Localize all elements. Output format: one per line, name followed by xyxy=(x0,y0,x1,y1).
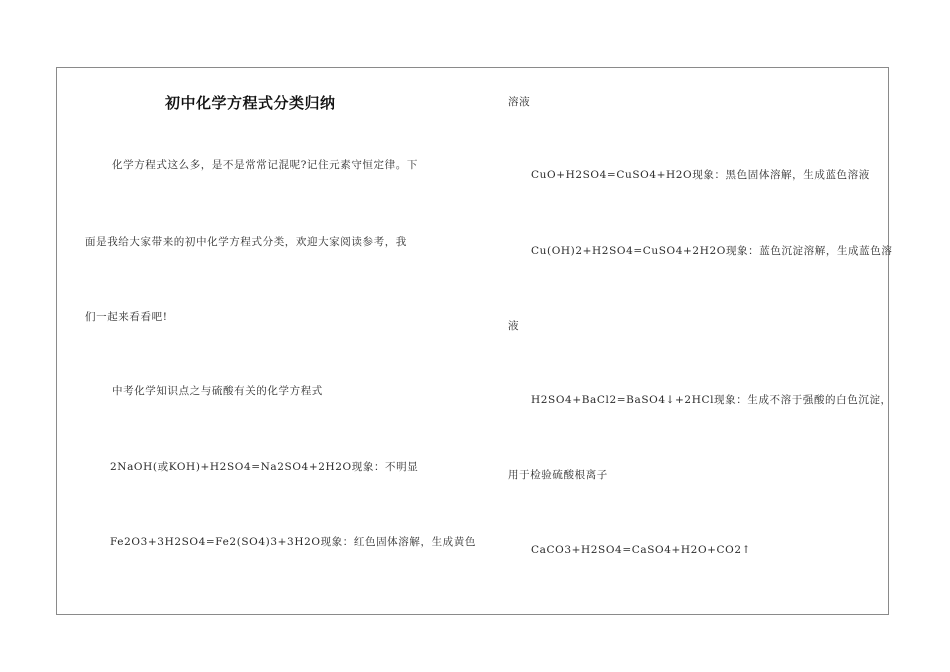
equation-bacl2: H2SO4+BaCl2=BaSO4↓+2HCl现象：生成不溶于强酸的白色沉淀， xyxy=(531,394,892,406)
page-frame xyxy=(56,67,889,615)
section-heading: 中考化学知识点之与硫酸有关的化学方程式 xyxy=(112,385,323,397)
continued-text-ye: 液 xyxy=(508,320,520,332)
document-title: 初中化学方程式分类归纳 xyxy=(165,94,336,112)
paragraph-line-intro-1: 化学方程式这么多，是不是常常记混呢?记住元素守恒定律。下 xyxy=(112,159,418,171)
paragraph-line-intro-2: 面是我给大家带来的初中化学方程式分类，欢迎大家阅读参考，我 xyxy=(85,236,407,248)
continued-text-sulfate-test: 用于检验硫酸根离子 xyxy=(508,469,608,481)
equation-fe2o3: Fe2O3+3H2SO4=Fe2(SO4)3+3H2O现象：红色固体溶解，生成黄色 xyxy=(110,536,476,548)
paragraph-line-intro-3: 们一起来看看吧! xyxy=(85,311,168,323)
equation-cuoh2: Cu(OH)2+H2SO4=CuSO4+2H2O现象：蓝色沉淀溶解，生成蓝色溶 xyxy=(531,245,893,257)
equation-naoh: 2NaOH(或KOH)+H2SO4=Na2SO4+2H2O现象：不明显 xyxy=(110,461,419,473)
continued-text-rongye: 溶液 xyxy=(508,96,531,108)
equation-caco3: CaCO3+H2SO4=CaSO4+H2O+CO2↑ xyxy=(531,544,752,556)
equation-cuo: CuO+H2SO4=CuSO4+H2O现象：黑色固体溶解，生成蓝色溶液 xyxy=(531,169,870,181)
